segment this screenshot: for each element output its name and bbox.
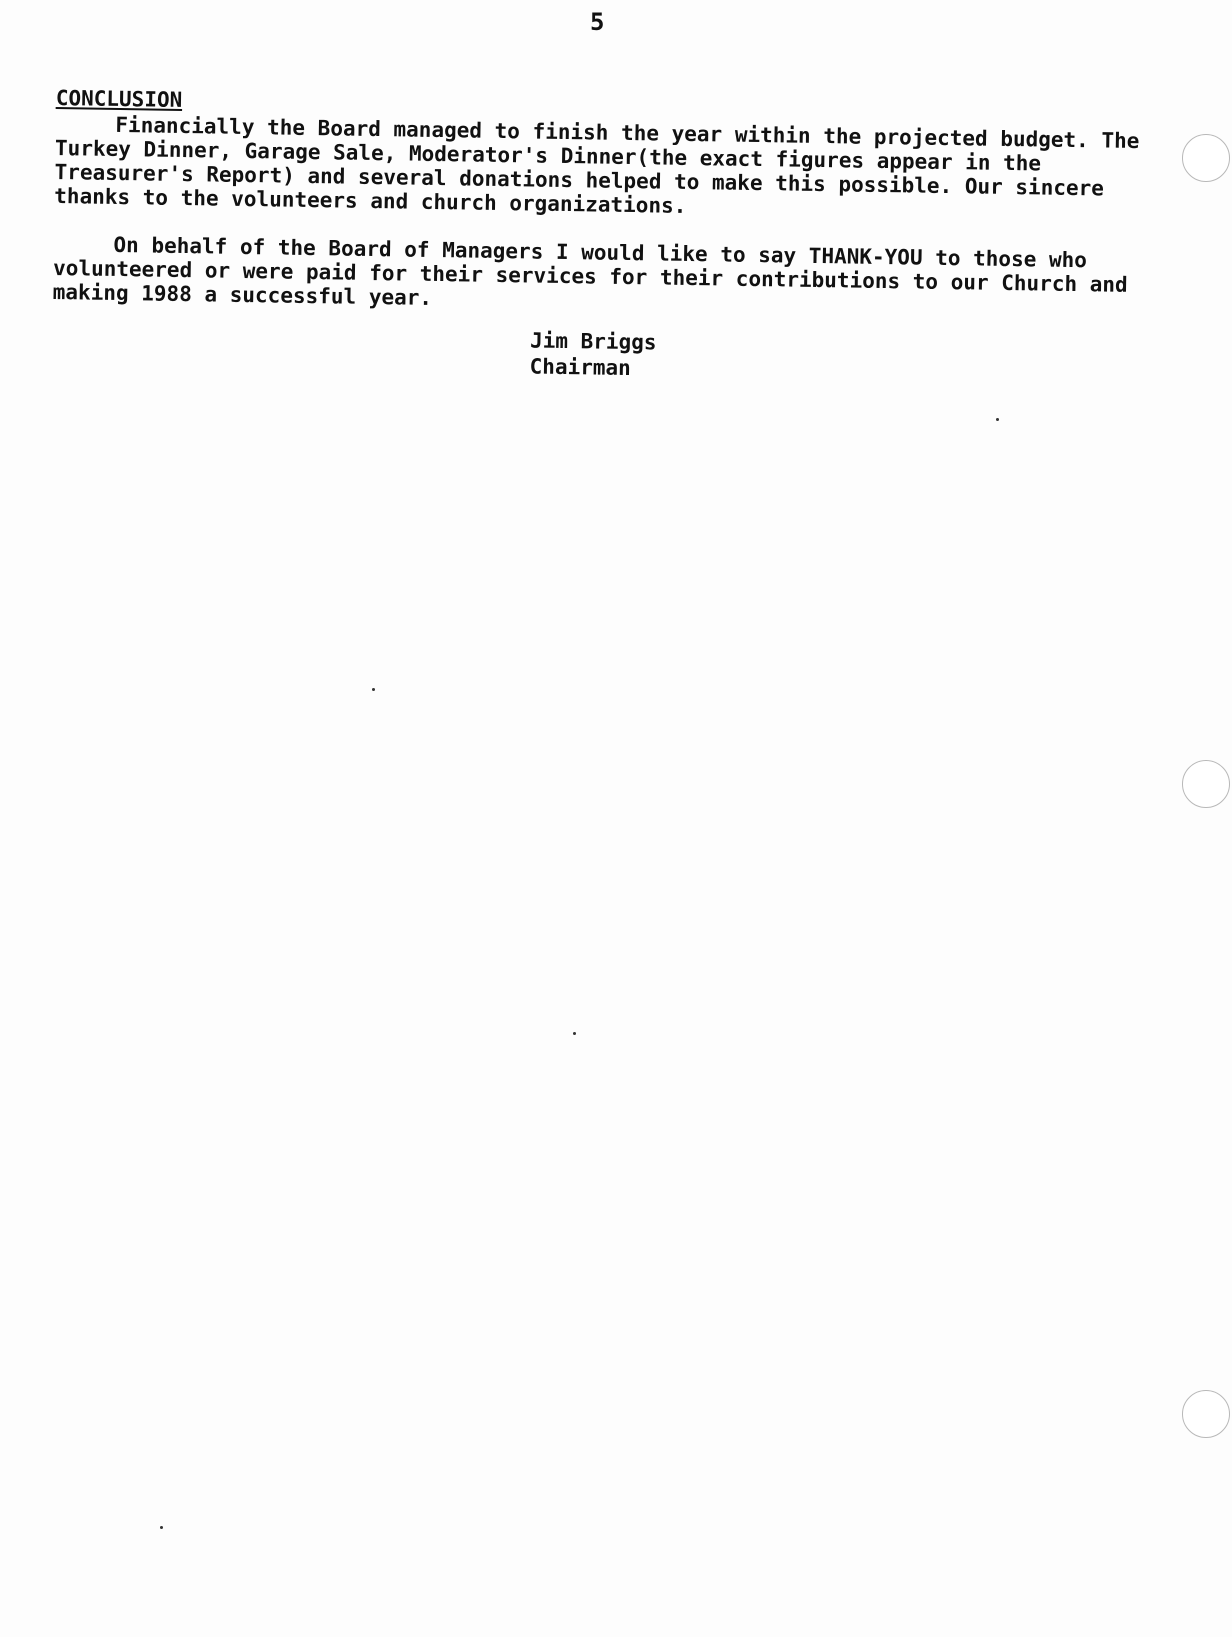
scan-speck bbox=[573, 1032, 576, 1035]
conclusion-section bbox=[52, 86, 1166, 389]
scan-speck bbox=[996, 418, 999, 421]
thank-you-paragraph: On behalf of the Board of Managers I would like to say THANK-YOU to those who volunteered or were paid for their services for their contributions to our Church and making 1988 a successful year. bbox=[52, 232, 1128, 310]
punch-hole-top bbox=[1182, 134, 1230, 182]
punch-hole-bottom bbox=[1182, 1390, 1230, 1438]
scan-speck bbox=[372, 688, 375, 691]
scan-speck bbox=[160, 1526, 163, 1529]
section-heading: CONCLUSION bbox=[55, 86, 183, 112]
conclusion-paragraph: Financially the Board managed to finish the year within the projected budget. The Turkey Dinner, Garage Sale, Moderator's Dinner(the exact figures appear in the Treasurer's Report) and several donations helped to make this possible. Our sincere thanks to the volunteers and church organizations. bbox=[54, 112, 1140, 218]
signatory-name: Jim Briggs bbox=[529, 328, 657, 355]
punch-hole-middle bbox=[1182, 760, 1230, 808]
signatory-title: Chairman bbox=[529, 354, 631, 381]
page-number: 5 bbox=[590, 8, 605, 36]
signature-block bbox=[529, 327, 1162, 389]
